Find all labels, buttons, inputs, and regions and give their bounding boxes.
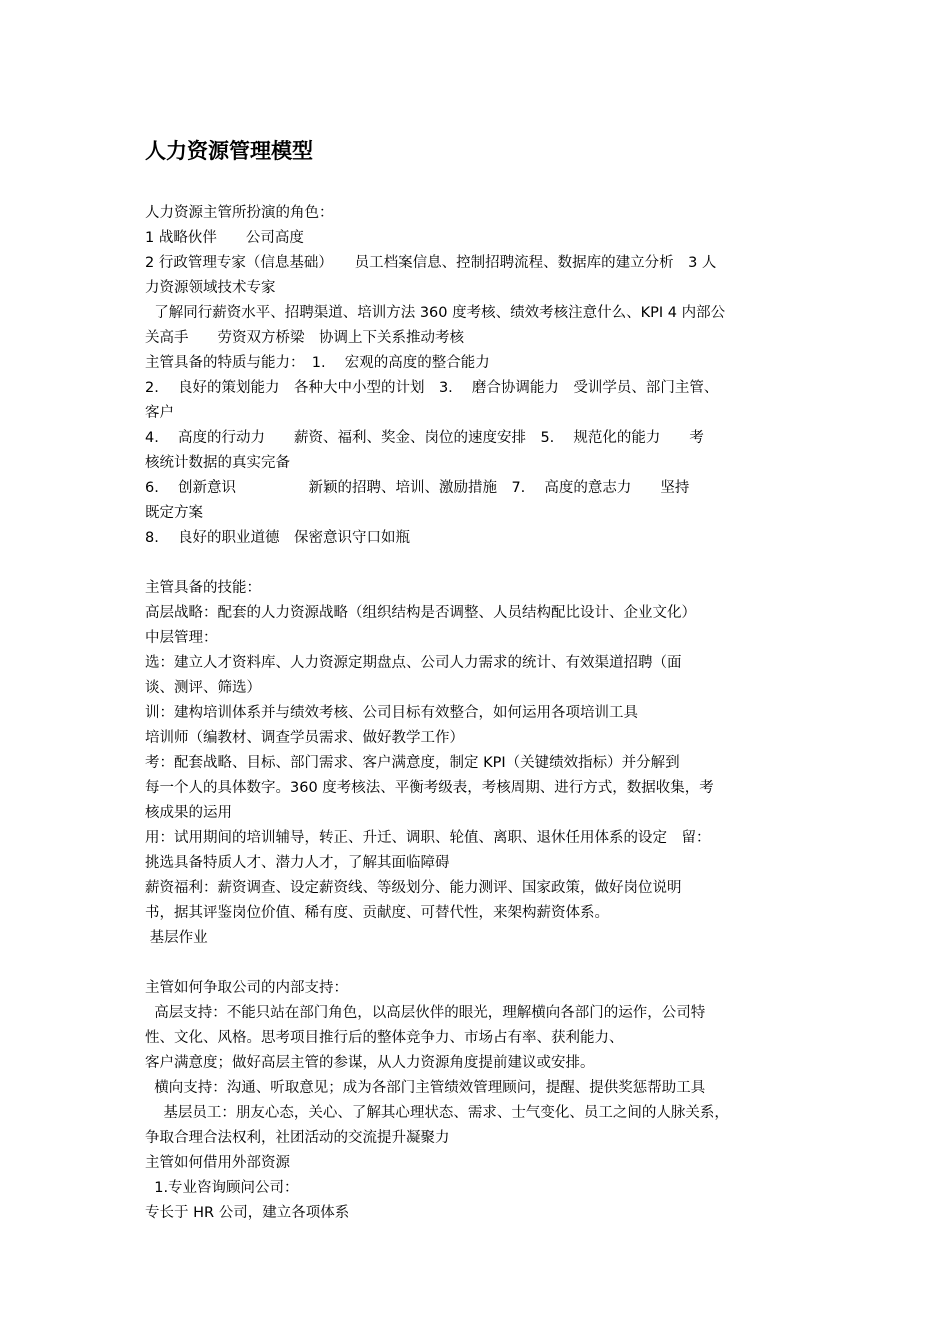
text-line: 主管具备的特质与能力： 1. 宏观的高度的整合能力 bbox=[145, 355, 490, 371]
text-line: 客户 bbox=[145, 405, 174, 421]
text-line: 用：试用期间的培训辅导，转正、升迁、调职、轮值、离职、退休任用体系的设定 留： bbox=[145, 830, 711, 846]
text-line: 考：配套战略、目标、部门需求、客户满意度，制定 KPI（关键绩效指标）并分解到 bbox=[145, 755, 680, 771]
text-line: 主管如何借用外部资源 bbox=[145, 1155, 290, 1171]
text-line: 培训师（编教材、调查学员需求、做好教学工作） bbox=[145, 730, 464, 746]
text-line: 挑选具备特质人才、潜力人才，了解其面临障碍 bbox=[145, 855, 450, 871]
text-line: 训：建构培训体系并与绩效考核、公司目标有效整合，如何运用各项培训工具 bbox=[145, 705, 638, 721]
text-line: 了解同行薪资水平、招聘渠道、培训方法 360 度考核、绩效考核注意什么、KPI 4 内部公 bbox=[145, 305, 726, 321]
text-line: 4. 高度的行动力 薪资、福利、奖金、岗位的速度安排 5. 规范化的能力 考 bbox=[145, 430, 704, 446]
text-line bbox=[145, 551, 825, 576]
text-line: 每一个人的具体数字。360 度考核法、平衡考级表，考核周期、进行方式，数据收集，考 bbox=[145, 780, 714, 796]
text-line: 核统计数据的真实完备 bbox=[145, 455, 290, 471]
text-line: 基层员工：朋友心态，关心、了解其心理状态、需求、士气变化、员工之间的人脉关系， bbox=[145, 1105, 729, 1121]
text-line: 中层管理： bbox=[145, 630, 218, 646]
text-line: 高层战略：配套的人力资源战略（组织结构是否调整、人员结构配比设计、企业文化） bbox=[145, 605, 696, 621]
text-line: 选：建立人才资料库、人力资源定期盘点、公司人力需求的统计、有效渠道招聘（面 bbox=[145, 655, 682, 671]
text-line: 6. 创新意识 新颖的招聘、培训、激励措施 7. 高度的意志力 坚持 bbox=[145, 480, 690, 496]
text-line: 客户满意度；做好高层主管的参谋，从人力资源角度提前建议或安排。 bbox=[145, 1055, 595, 1071]
text-line bbox=[145, 951, 825, 976]
text-line: 既定方案 bbox=[145, 505, 203, 521]
text-line: 1 战略伙伴 公司高度 bbox=[145, 230, 304, 246]
text-line: 书，据其评鉴岗位价值、稀有度、贡献度、可替代性，来架构薪资体系。 bbox=[145, 905, 609, 921]
text-line: 2. 良好的策划能力 各种大中小型的计划 3. 磨合协调能力 受训学员、部门主管、 bbox=[145, 380, 719, 396]
document-title: 人力资源管理模型 bbox=[145, 139, 313, 163]
text-line: 性、文化、风格。思考项目推行后的整体竞争力、市场占有率、获利能力、 bbox=[145, 1030, 624, 1046]
text-line: 基层作业 bbox=[145, 930, 208, 946]
text-line: 高层支持：不能只站在部门角色，以高层伙伴的眼光，理解横向各部门的运作，公司特 bbox=[145, 1005, 706, 1021]
text-line: 2 行政管理专家（信息基础） 员工档案信息、控制招聘流程、数据库的建立分析 3 人 bbox=[145, 255, 717, 271]
text-line: 1.专业咨询顾问公司： bbox=[145, 1180, 299, 1196]
text-line: 主管如何争取公司的内部支持： bbox=[145, 980, 348, 996]
text-line: 争取合理合法权利，社团活动的交流提升凝聚力 bbox=[145, 1130, 450, 1146]
text-line: 力资源领域技术专家 bbox=[145, 280, 276, 296]
text-line: 8. 良好的职业道德 保密意识守口如瓶 bbox=[145, 530, 410, 546]
text-line: 关高手 劳资双方桥梁 协调上下关系推动考核 bbox=[145, 330, 464, 346]
document-body bbox=[145, 201, 825, 1226]
text-line: 人力资源主管所扮演的角色： bbox=[145, 205, 334, 221]
text-line: 横向支持：沟通、听取意见；成为各部门主管绩效管理顾问，提醒、提供奖惩帮助工具 bbox=[145, 1080, 706, 1096]
text-line: 专长于 HR 公司，建立各项体系 bbox=[145, 1205, 350, 1221]
text-line: 谈、测评、筛选） bbox=[145, 680, 261, 696]
text-line: 核成果的运用 bbox=[145, 805, 232, 821]
text-line: 主管具备的技能： bbox=[145, 580, 261, 596]
text-line: 薪资福利：薪资调查、设定薪资线、等级划分、能力测评、国家政策，做好岗位说明 bbox=[145, 880, 682, 896]
